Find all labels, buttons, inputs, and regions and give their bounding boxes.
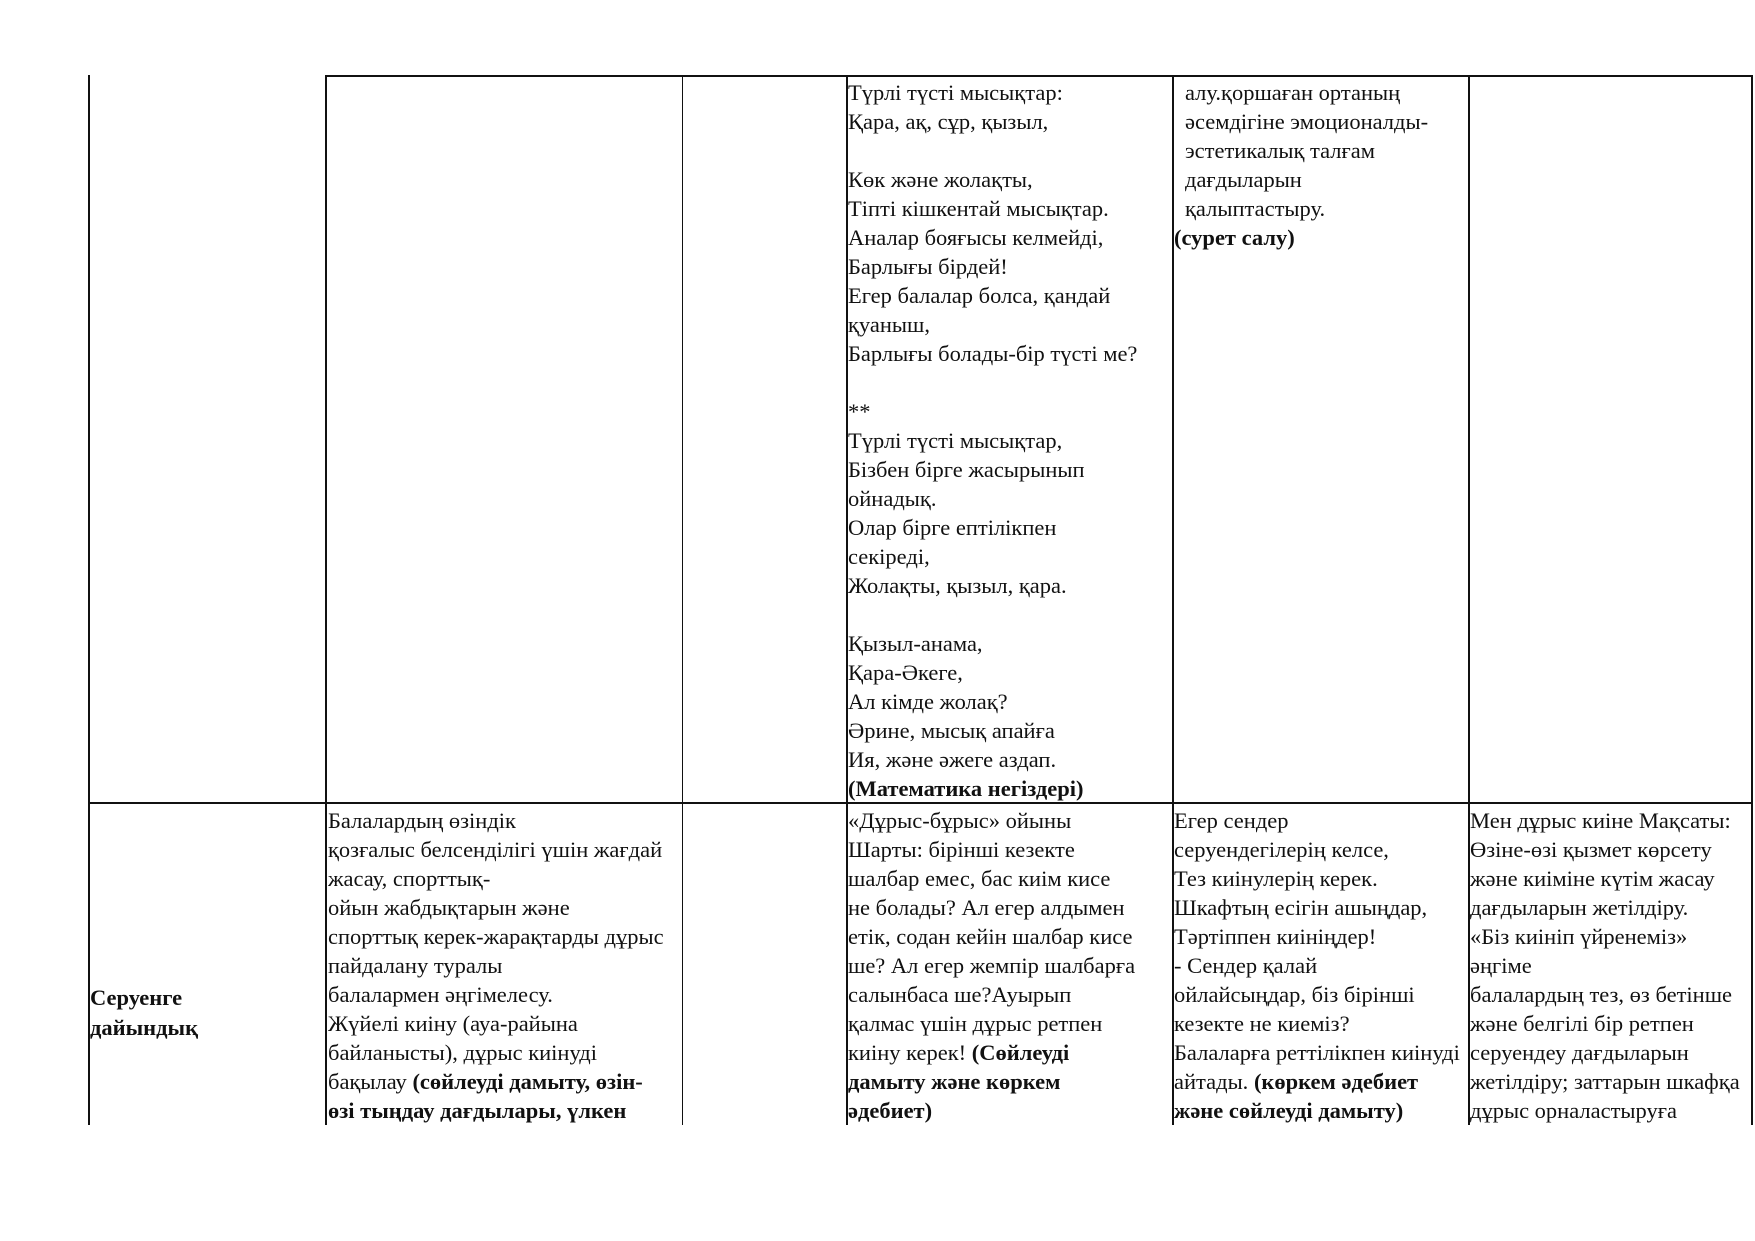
- text-line-content: «Біз киініп үйренеміз»: [1470, 924, 1688, 949]
- text-line: [848, 658, 1172, 687]
- text-line-content: ойлайсыңдар, біз бірінші: [1174, 982, 1415, 1007]
- text-line: [848, 136, 1172, 165]
- text-line-content: Жүйелі киіну (ауа-райына: [328, 1011, 578, 1036]
- text-line-content: дағдыларын жетілдіру.: [1470, 895, 1689, 920]
- text-line: [848, 980, 1172, 1009]
- row2-activity-cell: [328, 806, 682, 1126]
- text-line: [328, 1067, 682, 1096]
- text-line-content: Шкафтың есігін ашыңдар,: [1174, 895, 1428, 920]
- text-line: [1174, 1038, 1468, 1067]
- text-line-bold: (көркем әдебиет: [1253, 1069, 1419, 1094]
- text-line-content: және киіміне күтім жасау: [1470, 866, 1715, 891]
- text-line-content: және белгілі бір ретпен: [1470, 1011, 1694, 1036]
- text-line: [1174, 922, 1468, 951]
- text-line-content: пайдалану туралы: [328, 953, 503, 978]
- text-line-content: Жолақты, қызыл, қара.: [848, 573, 1067, 598]
- table-col-line-2: [682, 75, 683, 1125]
- text-line-content: байланысты), дұрыс киінуді: [328, 1040, 598, 1065]
- text-line-content: Тіпті кішкентай мысықтар.: [848, 196, 1109, 221]
- text-line: [848, 745, 1172, 774]
- text-line-content: Балалардың өзіндік: [328, 808, 516, 833]
- text-line: [848, 194, 1172, 223]
- text-line: [328, 1038, 682, 1067]
- text-line: [848, 426, 1172, 455]
- text-line-content: балалардың тез, өз бетінше: [1470, 982, 1733, 1007]
- row1-art-text: [1174, 78, 1468, 223]
- text-line-content: спорттық керек-жарақтарды дұрыс: [328, 924, 664, 949]
- text-line-content: жетілдіру; заттарын шкафқа: [1470, 1069, 1740, 1094]
- text-line: [1174, 835, 1468, 864]
- text-line: [328, 980, 682, 1009]
- text-line-content: алу.қоршаған ортаның: [1185, 80, 1401, 105]
- table-row-divider: [88, 802, 1753, 804]
- text-line: [848, 774, 1172, 802]
- text-line: [328, 951, 682, 980]
- text-line-content: Барлығы бірдей!: [848, 254, 1008, 279]
- text-line: [848, 1038, 1172, 1067]
- text-line: [848, 835, 1172, 864]
- row-label-line-2: дайындық: [90, 1015, 199, 1040]
- text-line: [1174, 893, 1468, 922]
- text-line-bold: дамыту және көркем: [848, 1069, 1061, 1094]
- text-line-content: не болады? Ал егер алдымен: [848, 895, 1125, 920]
- text-line-content: дұрыс орналастыруға: [1470, 1098, 1677, 1123]
- table-col-line-0: [88, 75, 90, 1125]
- text-line: [1185, 194, 1468, 223]
- row2-game-cell: [848, 806, 1172, 1126]
- text-line-content: айтады.: [1174, 1069, 1254, 1094]
- text-line: [848, 339, 1172, 368]
- text-line: [328, 806, 682, 835]
- text-line-content: Ия, және әжеге аздап.: [848, 747, 1057, 772]
- text-line-bold: (Сөйлеуді: [971, 1040, 1070, 1065]
- text-line-content: (Математика негіздері): [848, 776, 1084, 801]
- text-line: [1470, 835, 1751, 864]
- text-line-content: кезекте не киеміз?: [1174, 1011, 1350, 1036]
- text-line: [848, 397, 1172, 426]
- text-line: [1470, 1096, 1751, 1125]
- text-line: [1174, 1067, 1468, 1096]
- text-line-content: Аналар бояғысы келмейді,: [848, 225, 1104, 250]
- text-line-content: «Дұрыс-бұрыс» ойыны: [848, 808, 1072, 833]
- text-line: [848, 1009, 1172, 1038]
- text-line-content: Балаларға реттілікпен киінуді: [1174, 1040, 1460, 1065]
- text-line: [1470, 922, 1751, 951]
- text-line: [1185, 78, 1468, 107]
- text-line: [328, 1096, 682, 1125]
- text-line: [848, 310, 1172, 339]
- text-line-content: - Сендер қалай: [1174, 953, 1318, 978]
- text-line: [328, 922, 682, 951]
- text-line-content: Қызыл-анама,: [848, 631, 983, 656]
- text-line-content: Қара-Әкеге,: [848, 660, 963, 685]
- text-line: [848, 922, 1172, 951]
- text-line-content: ше? Ал егер жемпір шалбарға: [848, 953, 1136, 978]
- text-line-content: жасау, спорттық-: [328, 866, 491, 891]
- text-line: [1470, 893, 1751, 922]
- text-line-content: балалармен әңгімелесу.: [328, 982, 553, 1007]
- text-line: [848, 281, 1172, 310]
- text-line: [328, 1009, 682, 1038]
- text-line: [848, 716, 1172, 745]
- text-line-content: секіреді,: [848, 544, 930, 569]
- text-line-content: шалбар емес, бас киім кисе: [848, 866, 1111, 891]
- text-line: [848, 1096, 1172, 1125]
- text-line-bold: өзі тыңдау дағдылары, үлкен: [328, 1098, 627, 1123]
- text-line-content: бақылау: [328, 1069, 413, 1094]
- text-line-content: **: [848, 399, 871, 424]
- text-line-content: Тез киінулерің керек.: [1174, 866, 1378, 891]
- text-line-content: Түрлі түсті мысықтар:: [848, 80, 1063, 105]
- text-line-content: Өзіне-өзі қызмет көрсету: [1470, 837, 1712, 862]
- text-line: [848, 223, 1172, 252]
- text-line: [1470, 951, 1751, 980]
- text-line: [1174, 1009, 1468, 1038]
- text-line-content: қалыптастыру.: [1185, 196, 1326, 221]
- text-line: [1185, 165, 1468, 194]
- text-line: [848, 1067, 1172, 1096]
- table-border-top: [325, 75, 1753, 77]
- text-line-content: етік, содан кейін шалбар кисе: [848, 924, 1133, 949]
- text-line: [1174, 806, 1468, 835]
- text-line: [328, 864, 682, 893]
- text-line-content: эстетикалық талғам: [1185, 138, 1375, 163]
- text-line: [1185, 107, 1468, 136]
- table-col-line-1: [325, 75, 327, 1125]
- text-line-content: қозғалыс белсенділігі үшін жағдай: [328, 837, 663, 862]
- text-line-content: Мен дұрыс киіне Мақсаты:: [1470, 808, 1731, 833]
- text-line: [328, 835, 682, 864]
- text-line: [848, 484, 1172, 513]
- text-line-content: дағдыларын: [1185, 167, 1302, 192]
- text-line-content: Қара, ақ, сұр, қызыл,: [848, 109, 1049, 134]
- text-line: [1470, 1067, 1751, 1096]
- text-line: [848, 252, 1172, 281]
- text-line: [848, 455, 1172, 484]
- row2-verse-cell: [1174, 806, 1468, 1126]
- row2-dressing-cell: [1470, 806, 1751, 1126]
- text-line: [848, 893, 1172, 922]
- table-col-line-6: [1751, 75, 1753, 1125]
- text-line-content: Барлығы болады-бір түсті ме?: [848, 341, 1138, 366]
- text-line-content: әсемдігіне эмоционалды-: [1185, 109, 1429, 134]
- text-line: [848, 368, 1172, 397]
- text-line: [848, 542, 1172, 571]
- text-line: [1174, 1096, 1468, 1125]
- text-line-content: әңгіме: [1470, 953, 1532, 978]
- text-line-bold: (сөйлеуді дамыту, өзін-: [412, 1069, 643, 1094]
- text-line-content: Әрине, мысық апайға: [848, 718, 1055, 743]
- text-line-content: қуаныш,: [848, 312, 930, 337]
- text-line-bold: әдебиет): [848, 1098, 933, 1123]
- text-line-content: Егер балалар болса, қандай: [848, 283, 1111, 308]
- text-line-content: Олар бірге ептілікпен: [848, 515, 1057, 540]
- text-line: [1470, 980, 1751, 1009]
- row1-art-cell: [1174, 78, 1468, 802]
- row1-poem-cell: [848, 78, 1172, 802]
- text-line: [848, 951, 1172, 980]
- text-line-content: ойнадық.: [848, 486, 937, 511]
- text-line-bold: және сөйлеуді дамыту): [1174, 1098, 1404, 1123]
- text-line-content: киіну керек!: [848, 1040, 972, 1065]
- text-line-content: серуендегілерің келсе,: [1174, 837, 1389, 862]
- row-label-walk-prep: [90, 983, 198, 1043]
- text-line-content: Шарты: бірінші кезекте: [848, 837, 1075, 862]
- text-line-content: Түрлі түсті мысықтар,: [848, 428, 1063, 453]
- row-label-line-1: Серуенге: [90, 985, 183, 1010]
- text-line-content: серуендеу дағдыларын: [1470, 1040, 1689, 1065]
- row1-art-subject: (сурет салу): [1174, 225, 1295, 250]
- text-line: [1174, 980, 1468, 1009]
- text-line: [848, 571, 1172, 600]
- text-line-content: Тәртіппен киініңдер!: [1174, 924, 1377, 949]
- text-line-content: Бізбен бірге жасырынып: [848, 457, 1085, 482]
- text-line: [848, 629, 1172, 658]
- text-line: [1174, 864, 1468, 893]
- text-line: [1174, 951, 1468, 980]
- text-line: [1470, 806, 1751, 835]
- text-line: [848, 107, 1172, 136]
- text-line-content: Көк және жолақты,: [848, 167, 1033, 192]
- text-line: [848, 513, 1172, 542]
- text-line: [848, 806, 1172, 835]
- text-line: [848, 78, 1172, 107]
- text-line: [1470, 1038, 1751, 1067]
- text-line-content: қалмас үшін дұрыс ретпен: [848, 1011, 1103, 1036]
- text-line: [328, 893, 682, 922]
- text-line: [848, 687, 1172, 716]
- text-line: [848, 864, 1172, 893]
- text-line: [848, 600, 1172, 629]
- text-line-content: Ал кімде жолақ?: [848, 689, 1008, 714]
- text-line-content: салынбаса ше?Ауырып: [848, 982, 1072, 1007]
- text-line: [1470, 1009, 1751, 1038]
- text-line: [1470, 864, 1751, 893]
- text-line: [1185, 136, 1468, 165]
- text-line: [848, 165, 1172, 194]
- text-line-content: Егер сендер: [1174, 808, 1289, 833]
- text-line-content: ойын жабдықтарын және: [328, 895, 570, 920]
